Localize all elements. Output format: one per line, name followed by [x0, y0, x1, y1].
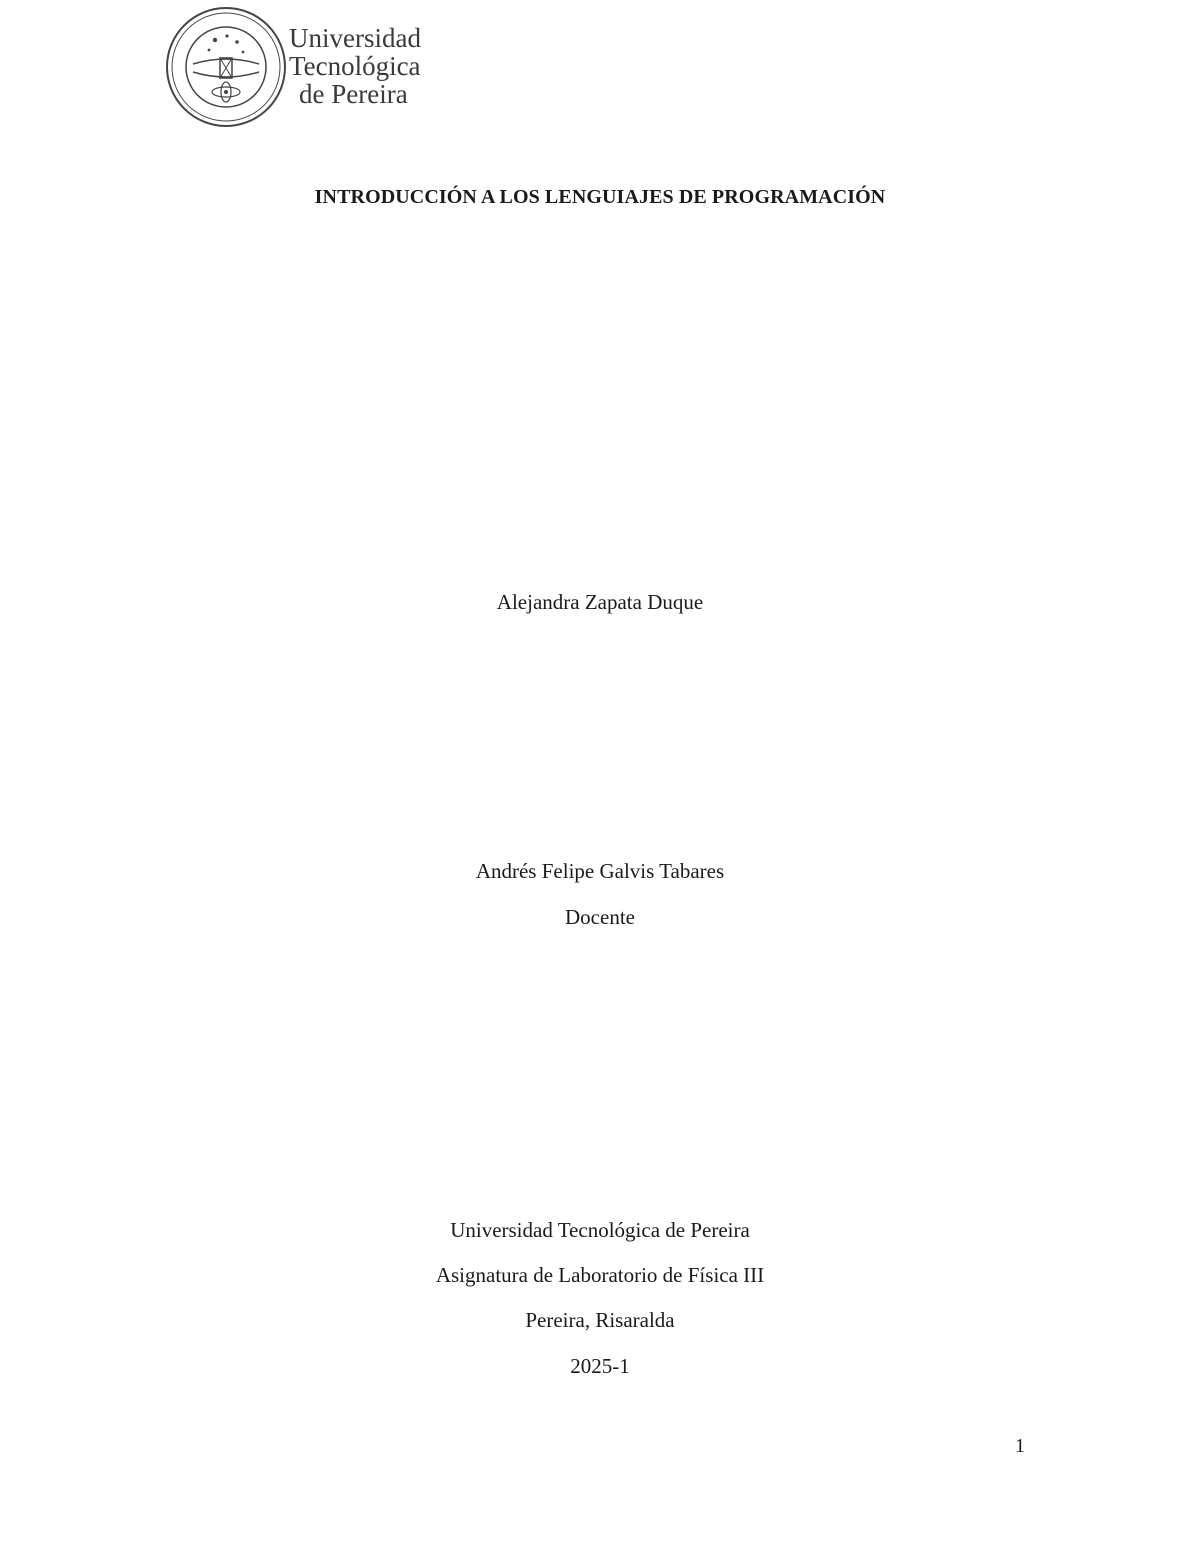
- page-number: 1: [1015, 1435, 1025, 1457]
- logo-wordmark: [289, 24, 421, 108]
- logo-line-3: de Pereira: [299, 79, 408, 109]
- university-seal-icon: [165, 6, 287, 128]
- teacher-name: Andrés Felipe Galvis Tabares: [475, 859, 725, 883]
- academic-term: 2025-1: [570, 1354, 630, 1378]
- course-name: Asignatura de Laboratorio de Física III: [435, 1263, 765, 1287]
- teacher-role: Docente: [565, 905, 635, 929]
- university-name: Universidad Tecnológica de Pereira: [450, 1218, 750, 1242]
- author-name: Alejandra Zapata Duque: [496, 590, 704, 614]
- logo-line-1: Universidad: [289, 23, 421, 53]
- university-logo: [165, 6, 435, 128]
- document-title: INTRODUCCIÓN A LOS LENGUIAJES DE PROGRAMACIÓN: [314, 186, 886, 208]
- logo-line-2: Tecnológica: [289, 51, 421, 81]
- location: Pereira, Risaralda: [525, 1308, 675, 1332]
